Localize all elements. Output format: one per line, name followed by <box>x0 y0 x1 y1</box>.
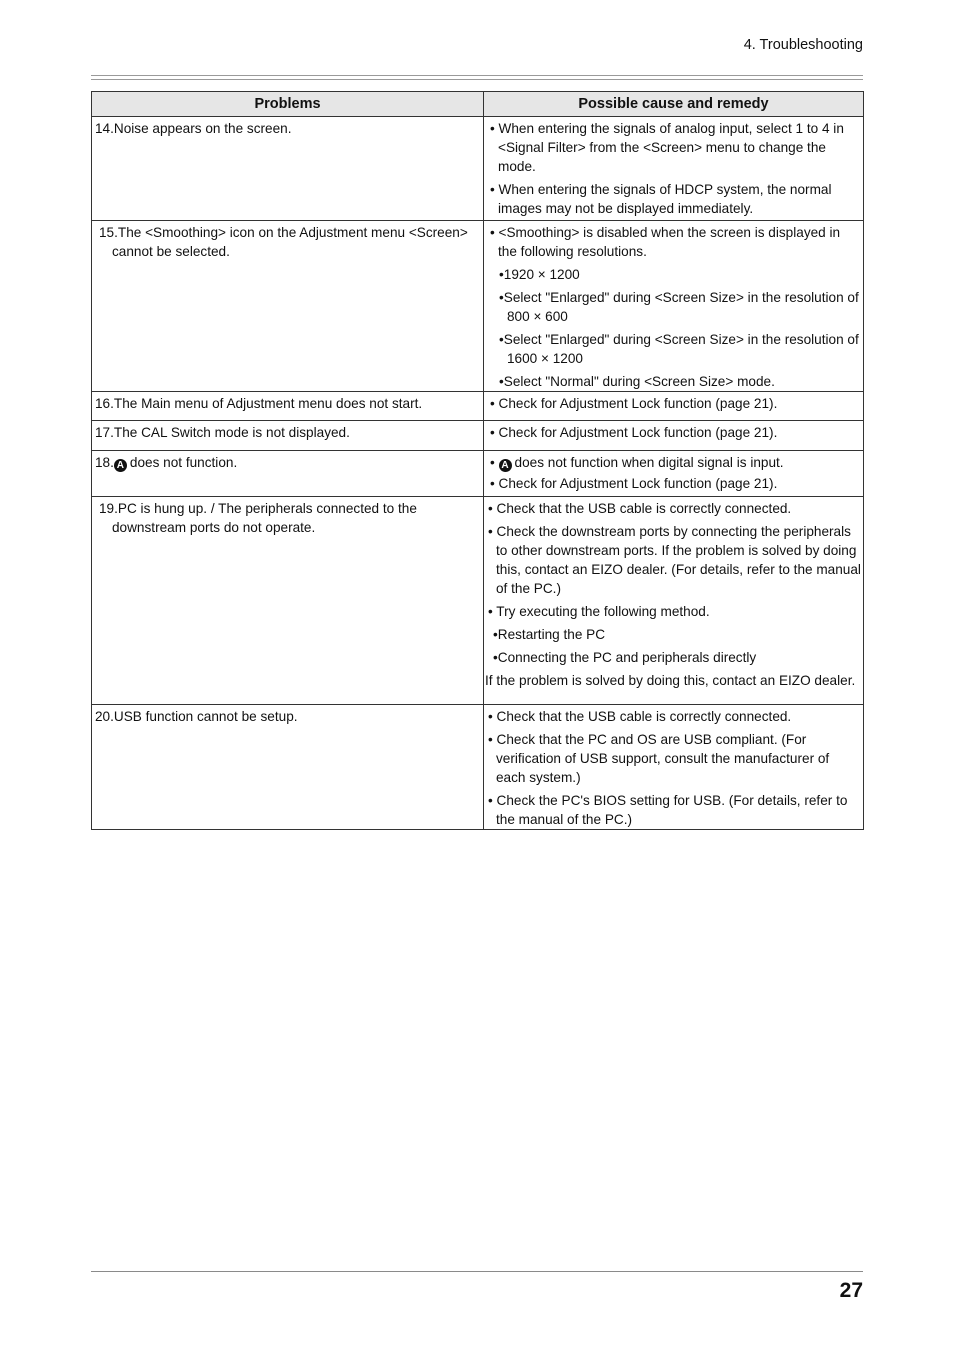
auto-adjust-button-icon: A <box>114 459 127 472</box>
problem-cell <box>92 421 484 451</box>
auto-adjust-button-icon: A <box>499 459 512 472</box>
remedy-subitem: •Select "Enlarged" during <Screen Size> in the resolution of 800 × 600 <box>499 290 859 324</box>
remedy-subitem: •1920 × 1200 <box>499 267 580 282</box>
problem-description: does not function. <box>129 455 238 470</box>
problem-cell <box>92 117 484 221</box>
header-rule <box>91 75 863 80</box>
remedy-text: does not function when digital signal is input. <box>514 455 784 470</box>
troubleshooting-table <box>91 91 864 830</box>
remedy-subitem: •Select "Normal" during <Screen Size> mode. <box>499 374 775 389</box>
column-header-problems: Problems <box>92 92 484 117</box>
table-header-row <box>92 92 864 117</box>
problem-cell <box>92 221 484 392</box>
problem-text: 20.USB function cannot be setup. <box>95 709 298 724</box>
problem-text: 14.Noise appears on the screen. <box>95 121 292 136</box>
remedy-item: • Check that the USB cable is correctly connected. <box>488 501 792 516</box>
problem-cell <box>92 497 484 705</box>
remedy-note: If the problem is solved by doing this, contact an EIZO dealer. <box>485 673 856 688</box>
table-row <box>92 497 864 705</box>
table-row <box>92 705 864 830</box>
remedy-item: • Check that the USB cable is correctly connected. <box>488 709 792 724</box>
remedy-cell <box>484 705 864 830</box>
remedy-item <box>487 453 861 472</box>
remedy-cell <box>484 497 864 705</box>
remedy-cell <box>484 221 864 392</box>
table-row <box>92 451 864 497</box>
problem-text: 16.The Main menu of Adjustment menu does not start. <box>95 396 423 411</box>
problem-cell <box>92 705 484 830</box>
remedy-item: • When entering the signals of analog input, select 1 to 4 in <Signal Filter> from the <Screen> menu to change the mode. <box>490 121 844 174</box>
remedy-item: • Check that the PC and OS are USB compliant. (For verification of USB support, consult the manufacturer of each system.) <box>488 732 830 785</box>
problem-cell <box>92 451 484 497</box>
table-row <box>92 117 864 221</box>
table-row <box>92 392 864 421</box>
problem-text: 15.The <Smoothing> icon on the Adjustment menu <Screen> cannot be selected. <box>99 225 468 259</box>
remedy-item: • Try executing the following method. <box>488 604 710 619</box>
remedy-subitem: •Select "Enlarged" during <Screen Size> in the resolution of 1600 × 1200 <box>499 332 859 366</box>
section-header: 4. Troubleshooting <box>743 37 863 53</box>
remedy-item: • Check for Adjustment Lock function (page 21). <box>490 476 778 491</box>
remedy-cell <box>484 392 864 421</box>
problem-text <box>95 453 481 472</box>
bullet: • <box>490 455 495 470</box>
remedy-item: • Check for Adjustment Lock function (page 21). <box>490 396 778 411</box>
remedy-item: • <Smoothing> is disabled when the screen is displayed in the following resolutions. <box>490 225 841 259</box>
remedy-item: • Check the downstream ports by connecting the peripherals to other downstream ports. If the problem is solved by doing this, contact an EIZO dealer. (For details, refer to the manual of the PC.) <box>488 524 861 596</box>
column-header-remedy: Possible cause and remedy <box>484 92 864 117</box>
remedy-item: • Check the PC's BIOS setting for USB. (For details, refer to the manual of the PC.) <box>488 793 848 827</box>
table-row <box>92 221 864 392</box>
problem-number: 18. <box>95 455 114 470</box>
footer-rule <box>91 1271 863 1272</box>
remedy-subitem: •Restarting the PC <box>493 627 606 642</box>
remedy-cell <box>484 117 864 221</box>
page-number: 27 <box>839 1279 863 1302</box>
problem-cell <box>92 392 484 421</box>
remedy-item: • When entering the signals of HDCP system, the normal images may not be displayed immediately. <box>490 182 832 216</box>
remedy-subitem: •Connecting the PC and peripherals directly <box>493 650 757 665</box>
remedy-item: • Check for Adjustment Lock function (page 21). <box>490 425 778 440</box>
problem-text: 19.PC is hung up. / The peripherals connected to the downstream ports do not operate. <box>99 501 417 535</box>
remedy-cell <box>484 421 864 451</box>
remedy-cell <box>484 451 864 497</box>
problem-text: 17.The CAL Switch mode is not displayed. <box>95 425 350 440</box>
table-row <box>92 421 864 451</box>
